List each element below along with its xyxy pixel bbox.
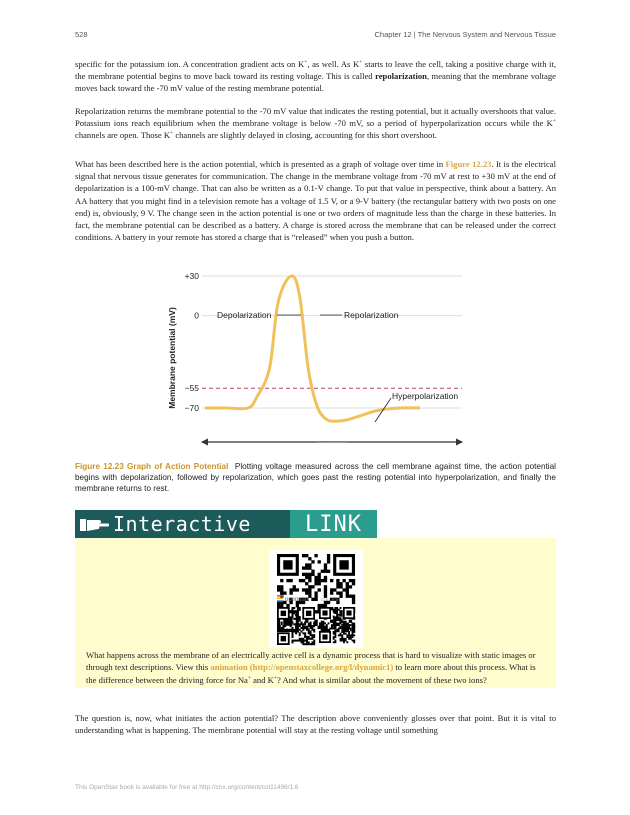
annotation-repolarization: Repolarization (344, 310, 399, 320)
interactive-text: What happens across the membrane of an electrically active cell is a dynamic process that is hard to visualize with static images or through text descriptions. View this animation (http://openstaxcollege.org/l/dynamic1) to learn more about this process. What is the difference between the driving force for Na+ and K+? And what is similar about the movement of these two ions? (86, 650, 536, 685)
pointing-hand-icon (75, 510, 113, 538)
qr-brand: openstax (285, 597, 310, 603)
annotation-hyperpolarization: Hyperpolarization (392, 391, 459, 401)
interactive-link-box (75, 538, 556, 688)
link-word: LINK (305, 511, 362, 537)
term-repolarization: repolarization (375, 71, 427, 82)
figure-label: Figure 12.23 Graph of Action Potential (75, 462, 229, 471)
y-tick-label: 0 (194, 310, 199, 321)
interactive-link-banner (75, 510, 377, 538)
paragraph-2: Repolarization returns the membrane potential to the -70 mV value that indicates the resting potential, but it actually overshoots that value. Potassium ions reach equilibrium when the membrane voltage is below -70 mV, so a period of hyperpolarization occurs while the K+ channels are open. Those K+ channels are slightly delayed in closing, accounting for this short overshoot. (75, 106, 556, 141)
caption-text: Plotting voltage measured across the cell membrane against time, the action potential begins with depolarization, followed by repolarization, which goes past the resting potential into hyperpolarization, and finally the membrane returns to rest. (75, 462, 556, 494)
paragraph-1: specific for the potassium ion. A concentration gradient acts on K+, as well. As K+ starts to leave the cell, taking a positive charge with it, the membrane potential begins to move back toward its resting voltage. This is called repolarization, meaning that the membrane voltage moves back toward the -70 mV value of the resting membrane potential. (75, 59, 556, 94)
animation-link[interactable]: animation (http://openstaxcollege.org/l/dynamic1) (210, 662, 394, 673)
page-header (75, 30, 556, 39)
y-axis-label: Membrane potential (mV) (167, 307, 177, 409)
openstax-logo-icon (277, 595, 340, 603)
y-tick-label: −70 (184, 403, 199, 413)
figure-reference-link[interactable]: Figure 12.23 (445, 159, 492, 169)
paragraph-3: What has been described here is the action potential, which is presented as a graph of voltage over time in Figure 12.23. It is the electrical signal that nervous tissue generates for communication. The change in the membrane voltage from -70 mV at rest to +30 mV at the end of depolarization is a 100-mV change. That can also be written as a 0.1-V change. To put that value in perspective, think about a battery. An AA battery that you might find in a television remote has a voltage of 1.5 V, or a 9-V battery (the rectangular battery with two posts on one end) is, obviously, 9 V. The change seen in the action potential is one or two orders of magnitude less than the charge in these batteries. In fact, the membrane potential can be described as a battery. A charge is stored across the membrane that can be released under the correct conditions. A battery in your remote has stored a charge that is “released” when you push a button. (75, 159, 556, 243)
annotation-depolarization: Depolarization (217, 310, 272, 320)
chapter-title: Chapter 12 | The Nervous System and Nervous Tissue (374, 30, 556, 39)
qr-code[interactable] (269, 550, 363, 648)
interactive-word: Interactive (113, 512, 251, 536)
action-potential-chart (165, 266, 475, 456)
x-axis-arrowhead-right (456, 439, 463, 446)
qr-brand2: COLLEGE (321, 597, 340, 602)
figure-caption (75, 461, 556, 495)
page-number: 528 (75, 30, 88, 39)
y-tick-label: −55 (184, 383, 199, 394)
paragraph-4: The question is, now, what initiates the action potential? The description above conveniently glosses over that point. But it is vital to understanding what is happening. The membrane potential will stay at the resting voltage until something (75, 713, 556, 736)
action-potential-curve (205, 276, 420, 421)
y-tick-label: +30 (184, 271, 199, 281)
page-footer: This OpenStax book is available for free at http://cnx.org/content/col11496/1.6 (75, 784, 299, 791)
x-axis-arrowhead-left (201, 439, 208, 446)
